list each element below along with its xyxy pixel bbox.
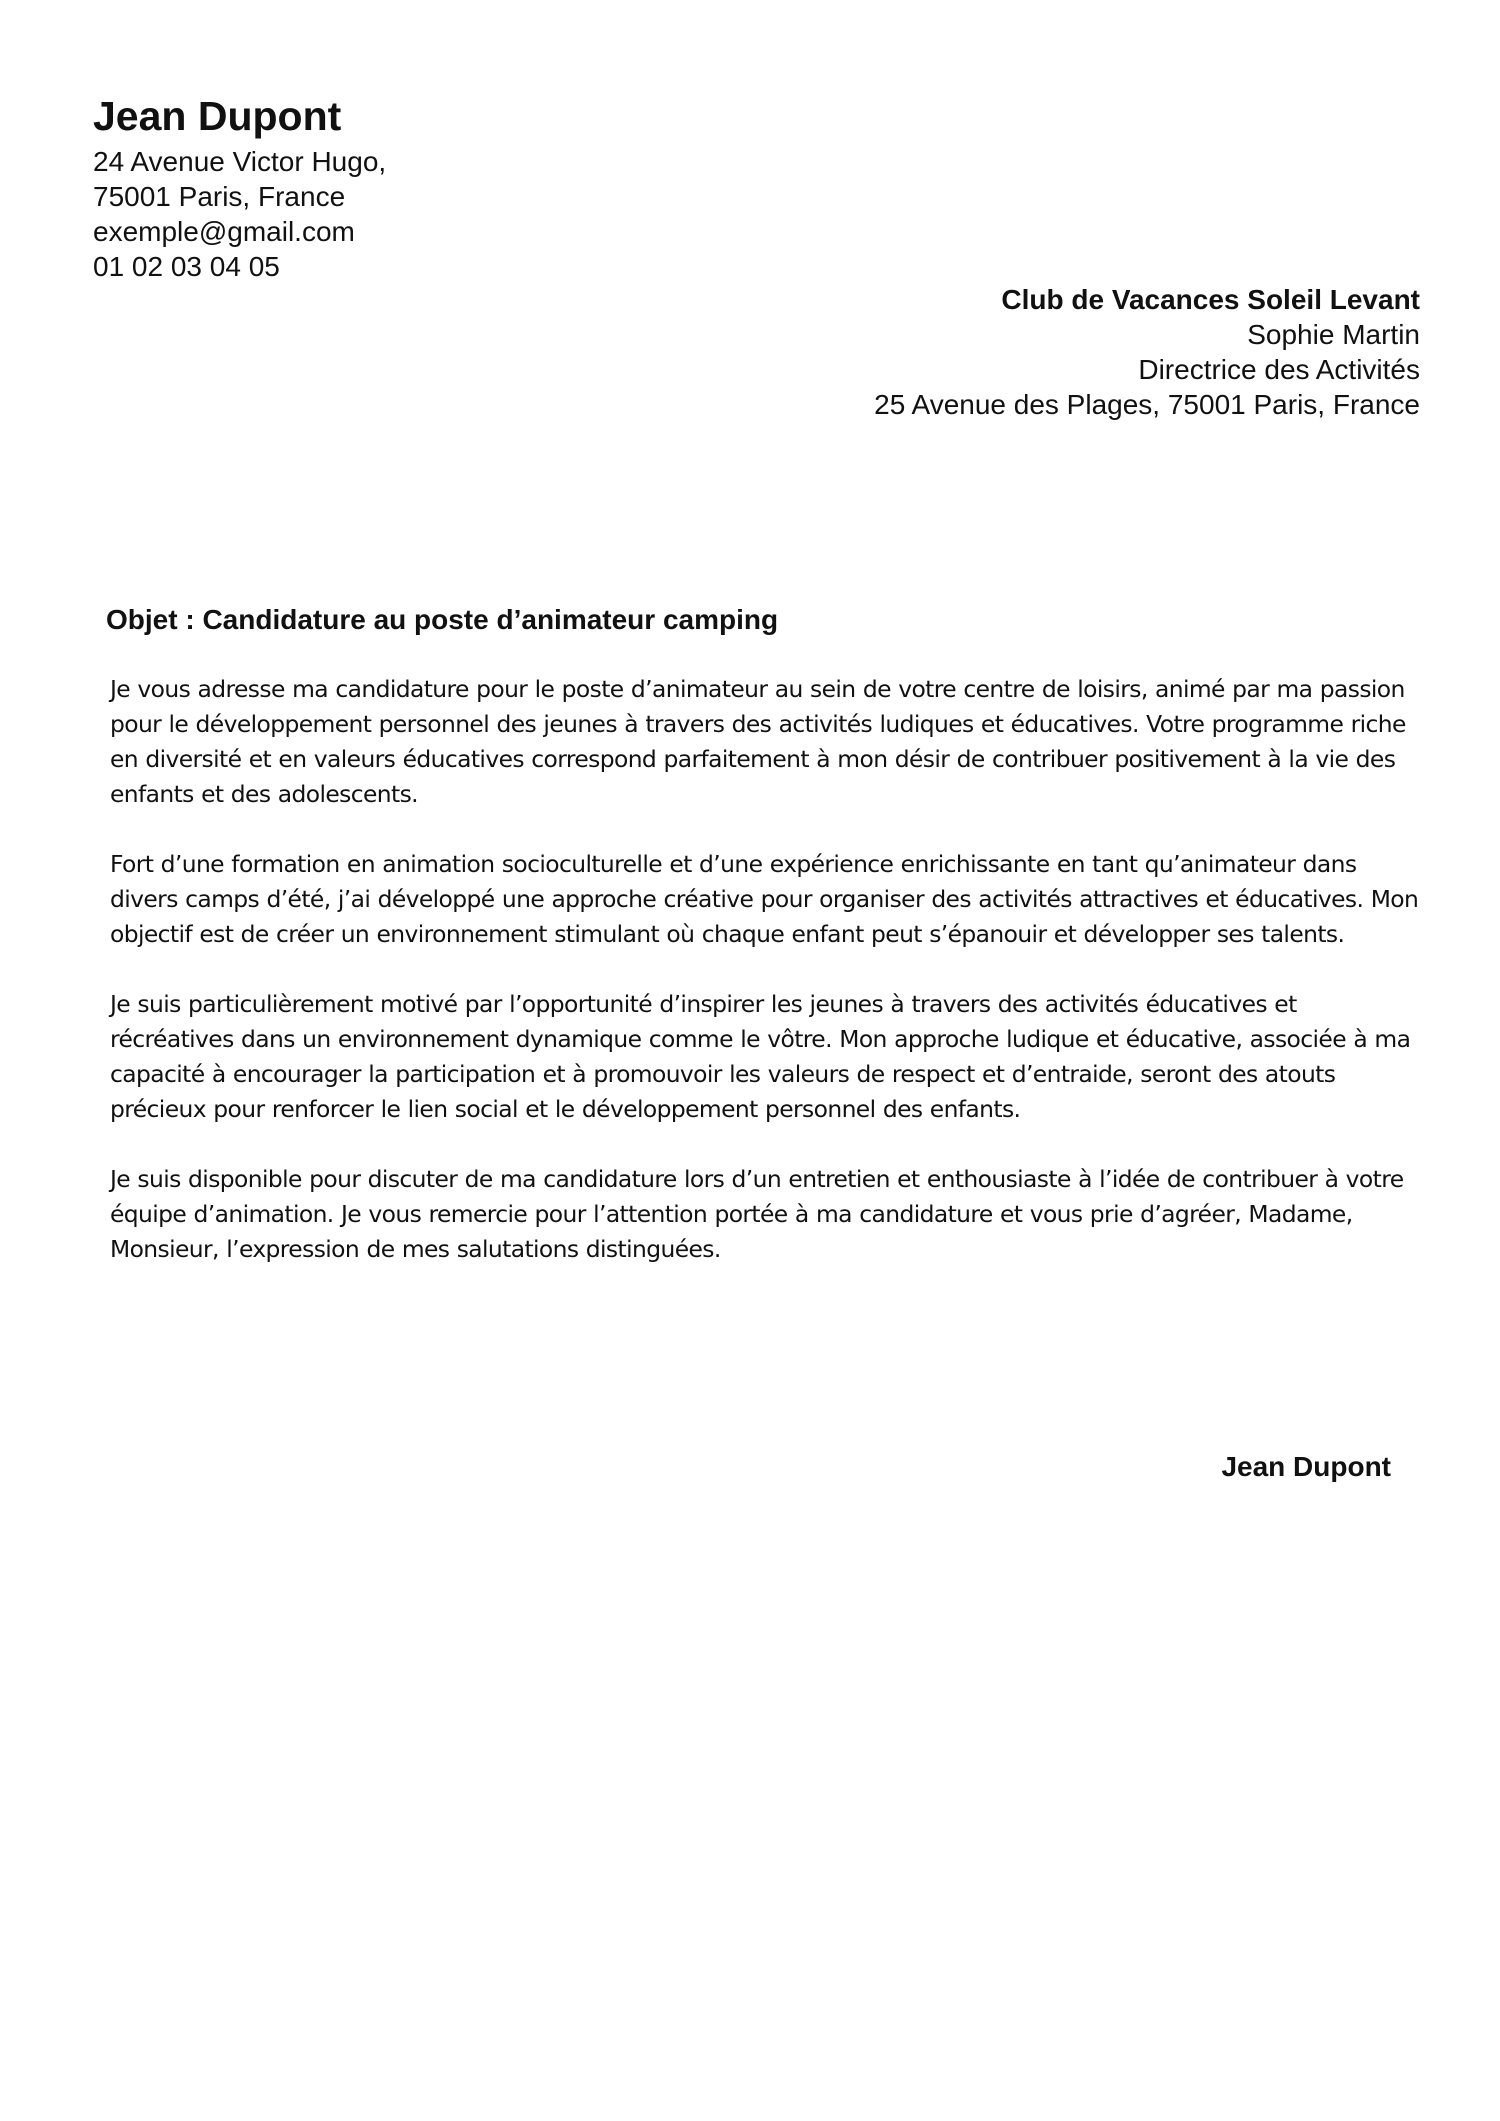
body-paragraph-2: Fort d’une formation en animation socioculturelle et d’une expérience enrichissante en tant qu’animateur dans divers camps d’été, j’ai développé une approche créative pour organiser des activités attractives et éducatives. Mon objectif est de créer un environnement stimulant où chaque enfant peut s’épanouir et développer ses talents. bbox=[110, 850, 1419, 948]
signature-name: Jean Dupont bbox=[1221, 1451, 1391, 1482]
letter-subject: Objet : Candidature au poste d’animateur camping bbox=[106, 604, 779, 635]
recipient-block bbox=[874, 282, 1420, 422]
sender-phone: 01 02 03 04 05 bbox=[93, 251, 280, 282]
sender-address-line1: 24 Avenue Victor Hugo, bbox=[93, 146, 387, 177]
sender-block bbox=[93, 88, 386, 284]
recipient-address: 25 Avenue des Plages, 75001 Paris, France bbox=[874, 389, 1420, 420]
body-paragraph-4: Je suis disponible pour discuter de ma candidature lors d’un entretien et enthousiaste à l’idée de contribuer à votre équipe d’animation. Je vous remercie pour l’attention portée à ma candidature et vous prie d’agréer, Madame, Monsieur, l’expression de mes salutations distinguées. bbox=[110, 1165, 1404, 1263]
sender-address-line2: 75001 Paris, France bbox=[93, 181, 346, 212]
recipient-organization: Club de Vacances Soleil Levant bbox=[1001, 284, 1420, 315]
body-paragraph-1: Je vous adresse ma candidature pour le poste d’animateur au sein de votre centre de loisirs, animé par ma passion pour le développement personnel des jeunes à travers des activités ludiques et éducatives. Votre programme riche en diversité et en valeurs éducatives correspond parfaitement à mon désir de contribuer positivement à la vie des enfants et des adolescents. bbox=[110, 675, 1406, 808]
letter-body bbox=[110, 672, 1420, 1302]
sender-email: exemple@gmail.com bbox=[93, 216, 355, 247]
recipient-contact-name: Sophie Martin bbox=[1247, 319, 1420, 350]
body-paragraph-3: Je suis particulièrement motivé par l’opportunité d’inspirer les jeunes à travers des activités éducatives et récréatives dans un environnement dynamique comme le vôtre. Mon approche ludique et éducative, associée à ma capacité à encourager la participation et à promouvoir les valeurs de respect et d’entraide, seront des atouts précieux pour renforcer le lien social et le développement personnel des enfants. bbox=[110, 990, 1411, 1123]
recipient-contact-title: Directrice des Activités bbox=[1138, 354, 1420, 385]
sender-name: Jean Dupont bbox=[93, 93, 342, 139]
